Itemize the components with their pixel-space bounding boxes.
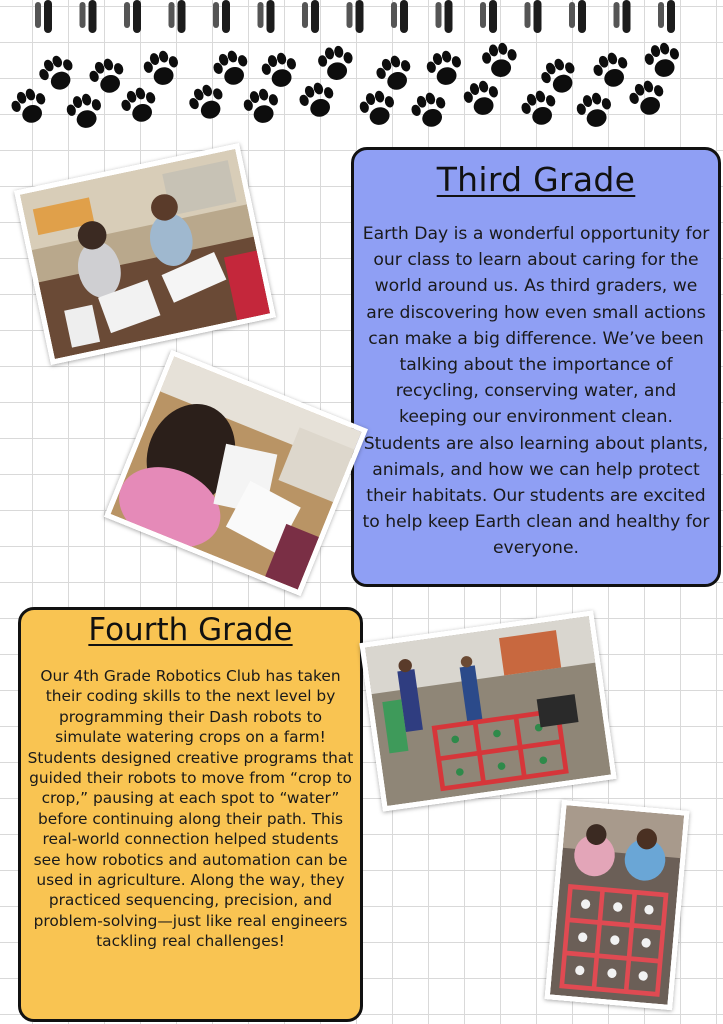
paw-print-icon bbox=[35, 51, 81, 96]
fourth-grade-card bbox=[18, 607, 363, 1022]
spiral-ring-icon bbox=[178, 0, 186, 33]
robotics-photo-1 bbox=[359, 610, 616, 811]
third-grade-card bbox=[351, 147, 721, 587]
paw-print-icon bbox=[461, 78, 503, 119]
paw-print-icon bbox=[518, 87, 562, 130]
spiral-ring-icon bbox=[400, 0, 408, 33]
paw-print-icon bbox=[537, 54, 583, 99]
paw-print-icon bbox=[210, 47, 254, 90]
spiral-ring-icon bbox=[534, 0, 542, 33]
classroom-photo-2 bbox=[104, 350, 368, 596]
paw-print-decoration bbox=[0, 40, 723, 140]
spiral-ring-shadow bbox=[80, 2, 86, 28]
spiral-ring-icon bbox=[356, 0, 364, 33]
paw-print-icon bbox=[86, 55, 130, 98]
spiral-ring-icon bbox=[267, 0, 275, 33]
spiral-ring-shadow bbox=[569, 2, 575, 28]
spiral-ring-shadow bbox=[302, 2, 308, 28]
paw-print-icon bbox=[357, 88, 399, 129]
spiral-ring-shadow bbox=[213, 2, 219, 28]
third-grade-body: Earth Day is a wonderful opportunity for our class to learn about caring for the world around us. As third graders, we are discovering how even small actions can make a big difference. We’ve been talking about the importance of recycling, conserving water, and keeping our environment clean. Students are also learning about plants, animals, and how we can help protect their habitats. Our students are excited to help keep Earth clean and healthy for everyone. bbox=[362, 224, 710, 559]
paw-print-icon bbox=[642, 40, 684, 81]
spiral-ring-shadow bbox=[347, 2, 353, 28]
spiral-ring-shadow bbox=[35, 2, 41, 28]
spiral-ring-shadow bbox=[124, 2, 130, 28]
paw-print-icon bbox=[259, 50, 301, 91]
paw-print-icon bbox=[408, 89, 452, 132]
paw-print-icon bbox=[424, 48, 466, 89]
spiral-ring-icon bbox=[623, 0, 631, 33]
paw-print-icon bbox=[316, 44, 356, 83]
paw-print-icon bbox=[296, 79, 340, 122]
spiral-ring-icon bbox=[222, 0, 230, 33]
paw-print-icon bbox=[141, 48, 183, 89]
spiral-ring-shadow bbox=[480, 2, 486, 28]
spiral-ring-icon bbox=[489, 0, 497, 33]
paw-print-icon bbox=[590, 49, 634, 92]
classroom-photo-1 bbox=[14, 143, 276, 365]
paw-print-icon bbox=[574, 90, 616, 131]
spiral-ring-icon bbox=[445, 0, 453, 33]
spiral-ring-icon bbox=[133, 0, 141, 33]
paw-print-icon bbox=[8, 85, 52, 128]
paw-print-icon bbox=[480, 41, 520, 80]
paw-print-icon bbox=[64, 91, 106, 132]
paw-print-icon bbox=[185, 80, 231, 125]
fourth-grade-title: Fourth Grade bbox=[88, 612, 293, 648]
spiral-ring-shadow bbox=[436, 2, 442, 28]
spiral-ring-shadow bbox=[391, 2, 397, 28]
fourth-grade-body: Our 4th Grade Robotics Club has taken their coding skills to the next level by programming their Dash robots to simulate watering crops on a farm! Students designed creative programs that guided their robots to move from “crop to crop,” pausing at each spot to “water” before continuing along their path. This real-world connection helped students see how robotics and automation can be used in agriculture. Along the way, they practiced sequencing, precision, and problem-solving—just like real engineers tackling real challenges! bbox=[27, 667, 354, 951]
third-grade-title: Third Grade bbox=[436, 160, 636, 199]
spiral-ring-shadow bbox=[258, 2, 264, 28]
paw-print-icon bbox=[626, 77, 670, 120]
spiral-ring-icon bbox=[311, 0, 319, 33]
spiral-ring-shadow bbox=[614, 2, 620, 28]
spiral-ring-icon bbox=[578, 0, 586, 33]
spiral-ring-icon bbox=[667, 0, 675, 33]
spiral-ring-icon bbox=[89, 0, 97, 33]
robotics-photo-2 bbox=[545, 800, 690, 1010]
spiral-ring-icon bbox=[44, 0, 52, 33]
spiral-ring-shadow bbox=[169, 2, 175, 28]
paw-print-icon bbox=[241, 86, 283, 127]
spiral-ring-shadow bbox=[658, 2, 664, 28]
spiral-binding bbox=[0, 0, 723, 40]
paw-print-icon bbox=[118, 84, 162, 127]
spiral-ring-shadow bbox=[525, 2, 531, 28]
paw-print-icon bbox=[373, 52, 417, 95]
